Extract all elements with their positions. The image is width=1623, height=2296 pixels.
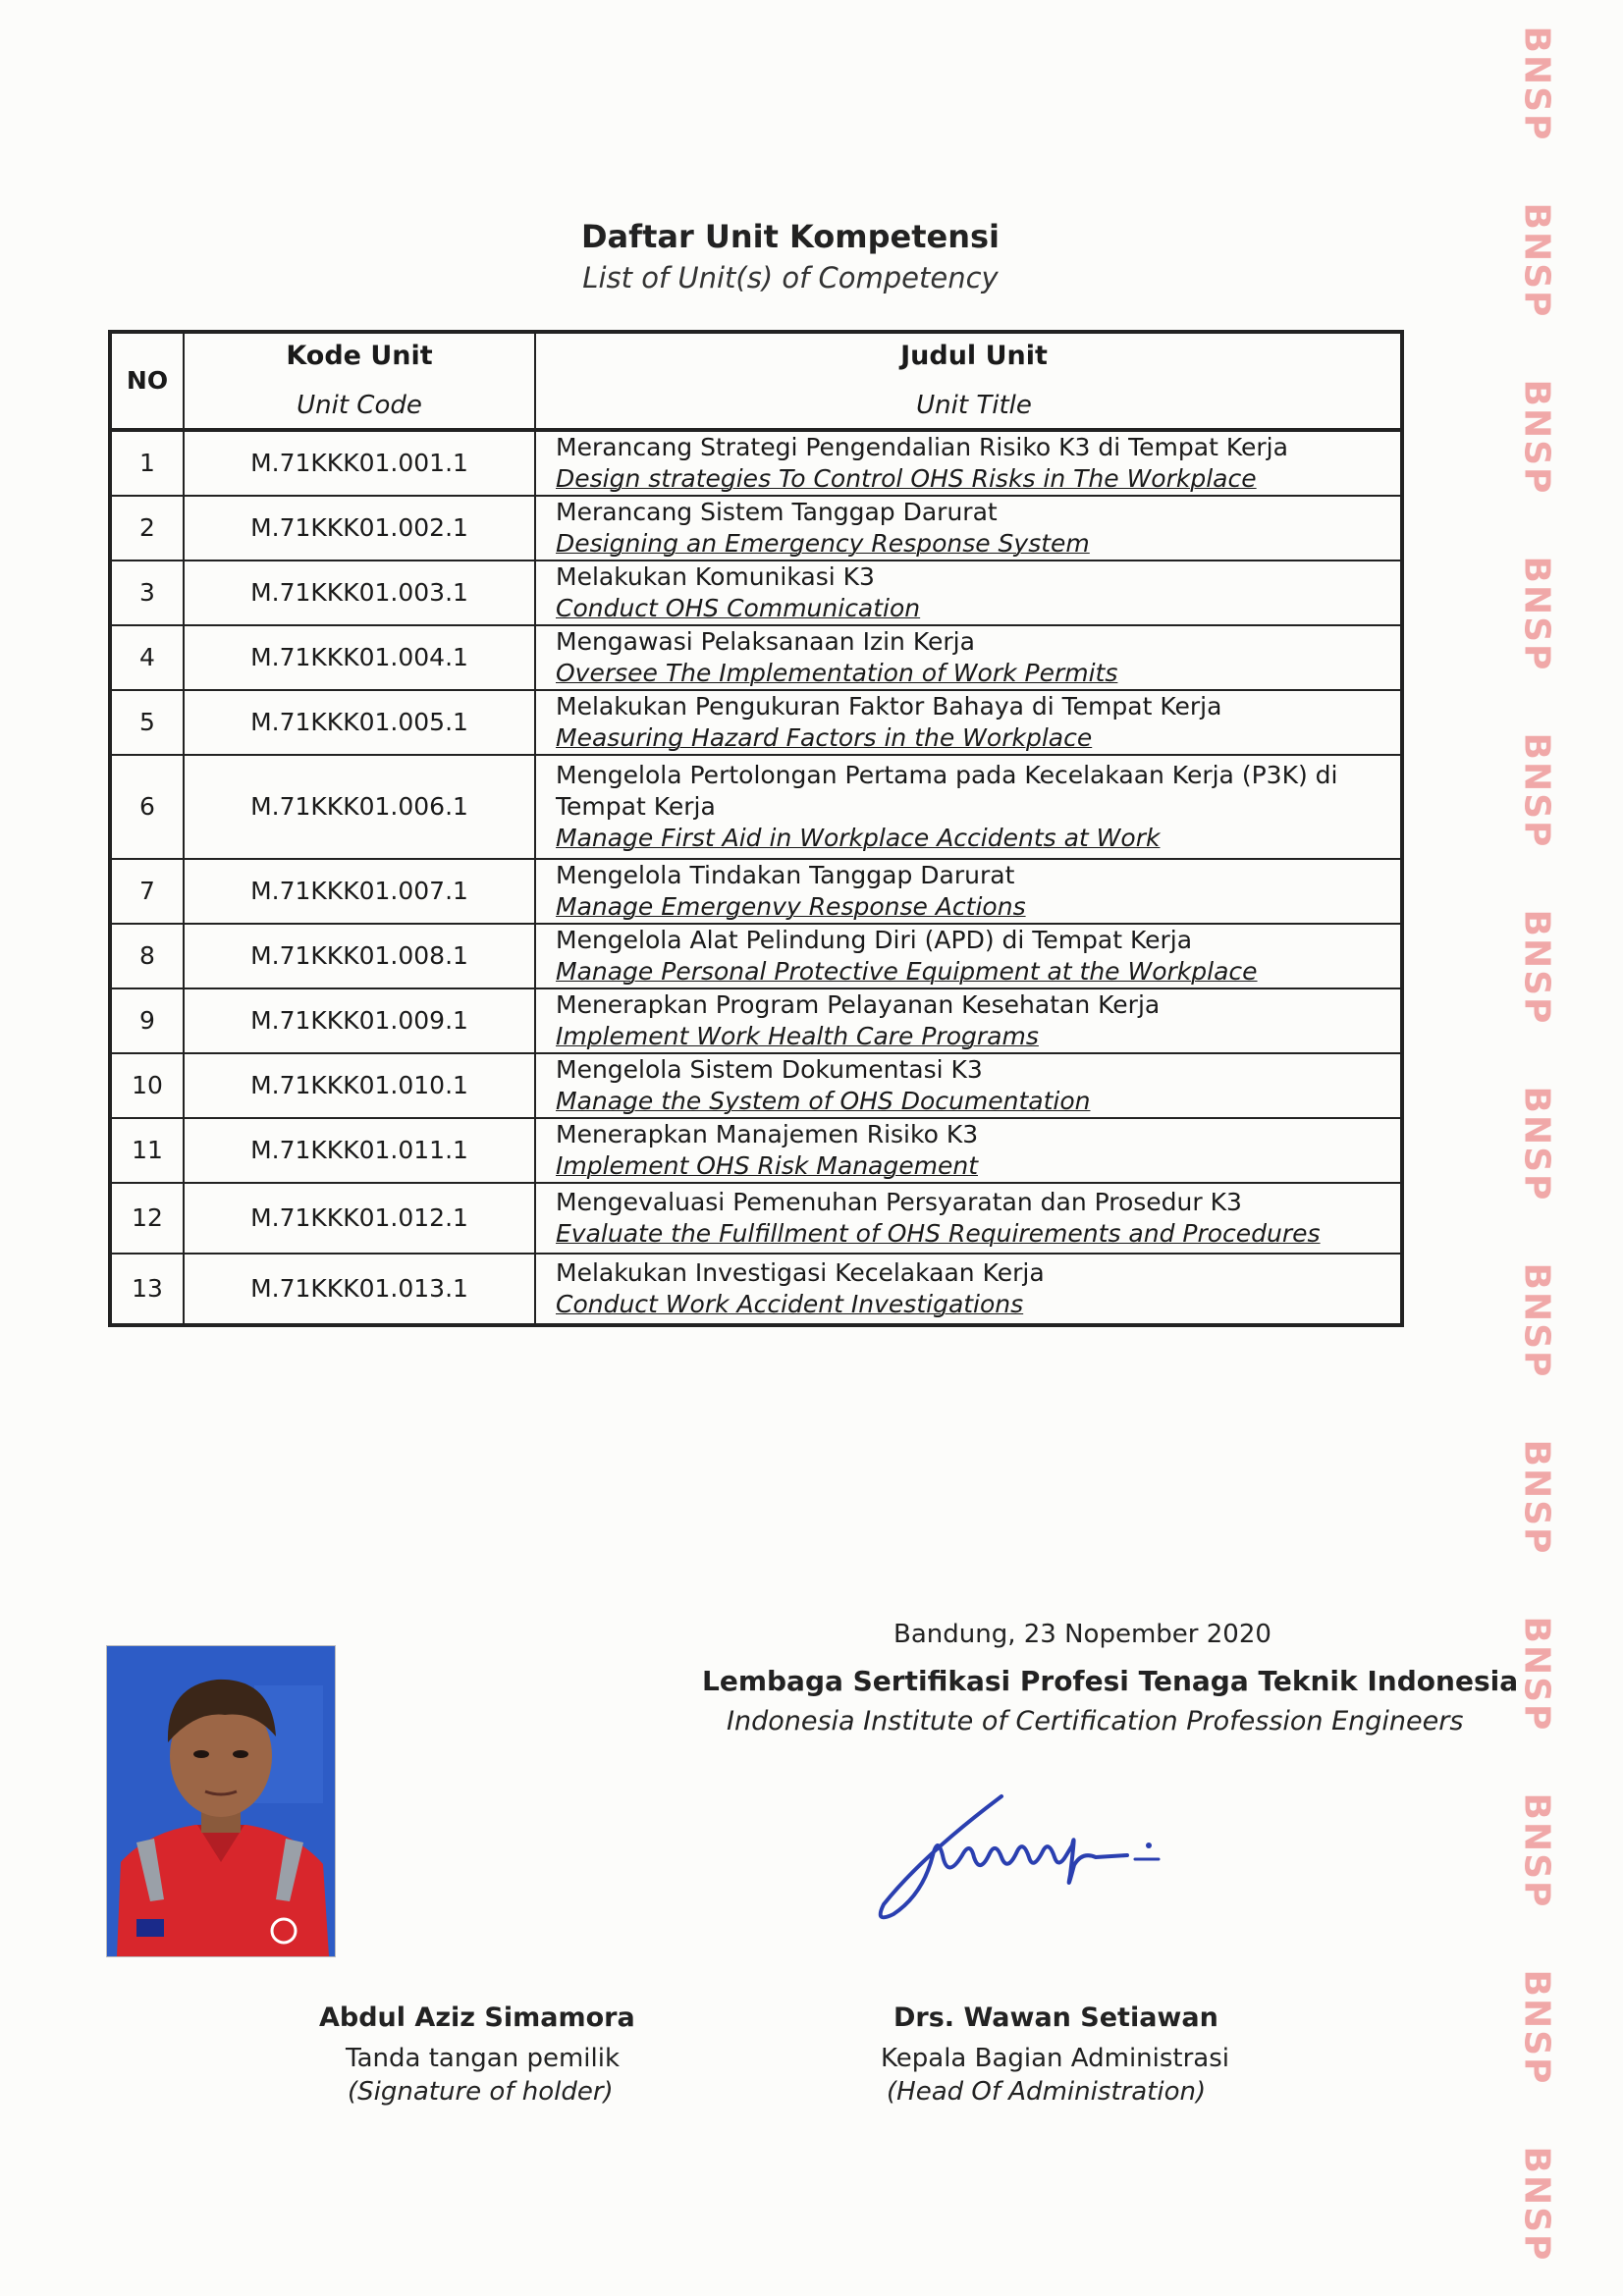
watermark-text xyxy=(1502,556,1571,671)
unit-title-en: Manage Emergenvy Response Actions xyxy=(556,892,1026,921)
unit-title-id: Mengelola Sistem Dokumentasi K3 xyxy=(556,1055,983,1084)
watermark-text xyxy=(1502,1792,1571,1908)
table-row xyxy=(110,690,1402,755)
header-title-label: Judul Unit xyxy=(900,341,1048,371)
cell-unit-code: M.71KKK01.011.1 xyxy=(184,1118,535,1183)
unit-title-en: Manage Personal Protective Equipment at the Workplace xyxy=(556,957,1258,986)
watermark-label: BNSP xyxy=(1516,732,1557,848)
page-subtitle: List of Unit(s) of Competency xyxy=(582,261,999,294)
cell-no: 1 xyxy=(110,430,184,496)
cell-unit-title xyxy=(535,496,1402,561)
header-title xyxy=(535,332,1402,430)
table-header-row xyxy=(110,332,1402,430)
watermark-text xyxy=(1502,379,1571,495)
header-title-label-en: Unit Title xyxy=(916,391,1032,420)
watermark-text xyxy=(1502,26,1571,141)
cell-unit-title xyxy=(535,859,1402,924)
cell-unit-title xyxy=(535,755,1402,859)
cell-unit-code: M.71KKK01.005.1 xyxy=(184,690,535,755)
watermark-label: BNSP xyxy=(1516,1439,1557,1555)
table-row xyxy=(110,1053,1402,1118)
cell-unit-title xyxy=(535,1118,1402,1183)
unit-title-en: Evaluate the Fulfillment of OHS Requirements and Procedures xyxy=(556,1219,1321,1248)
cell-unit-code: M.71KKK01.007.1 xyxy=(184,859,535,924)
watermark-text xyxy=(1502,1262,1571,1378)
unit-title-en: Manage First Aid in Workplace Accidents at Work xyxy=(556,824,1161,852)
watermark-label: BNSP xyxy=(1516,909,1557,1025)
official-name: Drs. Wawan Setiawan xyxy=(893,2002,1218,2033)
cell-unit-title xyxy=(535,1254,1402,1325)
unit-title-en: Manage the System of OHS Documentation xyxy=(556,1087,1091,1115)
cell-unit-title xyxy=(535,988,1402,1053)
table-row xyxy=(110,1183,1402,1254)
cell-unit-code: M.71KKK01.006.1 xyxy=(184,755,535,859)
cell-no: 3 xyxy=(110,561,184,625)
unit-title-id: Mengawasi Pelaksanaan Izin Kerja xyxy=(556,627,975,656)
cell-unit-title xyxy=(535,430,1402,496)
official-title-en: (Head Of Administration) xyxy=(887,2077,1207,2107)
unit-title-en: Conduct OHS Communication xyxy=(556,594,921,622)
cell-unit-title xyxy=(535,924,1402,988)
header-code xyxy=(184,332,535,430)
watermark-text xyxy=(1502,909,1571,1025)
official-signature xyxy=(864,1787,1217,1934)
holder-photo xyxy=(106,1645,336,1957)
unit-title-en: Oversee The Implementation of Work Permits xyxy=(556,659,1118,687)
page-title: Daftar Unit Kompetensi xyxy=(580,218,1001,255)
watermark-text xyxy=(1502,2146,1571,2262)
unit-title-en: Implement Work Health Care Programs xyxy=(556,1022,1039,1050)
institution-name-en: Indonesia Institute of Certification Profession Engineers xyxy=(727,1706,1464,1736)
table-row xyxy=(110,755,1402,859)
cell-unit-code: M.71KKK01.012.1 xyxy=(184,1183,535,1254)
cell-no: 12 xyxy=(110,1183,184,1254)
header-code-label-en: Unit Code xyxy=(297,391,422,420)
cell-unit-code: M.71KKK01.010.1 xyxy=(184,1053,535,1118)
unit-title-id: Melakukan Pengukuran Faktor Bahaya di Tempat Kerja xyxy=(556,692,1222,721)
cell-unit-title xyxy=(535,1183,1402,1254)
watermark-label: BNSP xyxy=(1516,1086,1557,1201)
cell-unit-code: M.71KKK01.002.1 xyxy=(184,496,535,561)
cell-no: 6 xyxy=(110,755,184,859)
unit-title-id: Mengevaluasi Pemenuhan Persyaratan dan Prosedur K3 xyxy=(556,1188,1242,1216)
watermark-label: BNSP xyxy=(1516,556,1557,671)
cell-unit-title xyxy=(535,561,1402,625)
watermark-label: BNSP xyxy=(1516,26,1557,141)
unit-title-id: Merancang Sistem Tanggap Darurat xyxy=(556,498,998,526)
cell-no: 10 xyxy=(110,1053,184,1118)
cell-unit-code: M.71KKK01.008.1 xyxy=(184,924,535,988)
holder-name: Abdul Aziz Simamora xyxy=(319,2002,635,2033)
cell-no: 8 xyxy=(110,924,184,988)
unit-title-id: Merancang Strategi Pengendalian Risiko K3 di Tempat Kerja xyxy=(556,433,1288,461)
cell-unit-code: M.71KKK01.003.1 xyxy=(184,561,535,625)
table-row xyxy=(110,1118,1402,1183)
header-code-label: Kode Unit xyxy=(286,341,433,371)
watermark-label: BNSP xyxy=(1516,1616,1557,1732)
cell-no: 9 xyxy=(110,988,184,1053)
bnsp-watermark-column xyxy=(1502,0,1571,2296)
table-row xyxy=(110,924,1402,988)
cell-no: 4 xyxy=(110,625,184,690)
cell-no: 2 xyxy=(110,496,184,561)
unit-title-en: Measuring Hazard Factors in the Workplace xyxy=(556,723,1093,752)
unit-title-id: Menerapkan Program Pelayanan Kesehatan Kerja xyxy=(556,990,1161,1019)
unit-title-id: Mengelola Tindakan Tanggap Darurat xyxy=(556,861,1015,889)
table-row xyxy=(110,1254,1402,1325)
table-row xyxy=(110,988,1402,1053)
cell-unit-code: M.71KKK01.009.1 xyxy=(184,988,535,1053)
watermark-label: BNSP xyxy=(1516,1969,1557,2085)
holder-signature-label-en: (Signature of holder) xyxy=(348,2077,614,2107)
watermark-label: BNSP xyxy=(1516,2146,1557,2262)
cell-unit-title xyxy=(535,690,1402,755)
watermark-text xyxy=(1502,1439,1571,1555)
cell-no: 13 xyxy=(110,1254,184,1325)
table-row xyxy=(110,859,1402,924)
cell-unit-code: M.71KKK01.004.1 xyxy=(184,625,535,690)
watermark-text xyxy=(1502,732,1571,848)
unit-title-en: Implement OHS Risk Management xyxy=(556,1151,978,1180)
unit-title-id: Mengelola Alat Pelindung Diri (APD) di Tempat Kerja xyxy=(556,926,1193,954)
cell-unit-code: M.71KKK01.013.1 xyxy=(184,1254,535,1325)
watermark-label: BNSP xyxy=(1516,202,1557,318)
table-row xyxy=(110,430,1402,496)
watermark-label: BNSP xyxy=(1516,1792,1557,1908)
competency-units-table xyxy=(108,330,1404,1327)
unit-title-en: Designing an Emergency Response System xyxy=(556,529,1090,558)
unit-title-id: Menerapkan Manajemen Risiko K3 xyxy=(556,1120,979,1148)
unit-title-id: Melakukan Komunikasi K3 xyxy=(556,562,875,591)
holder-signature-label: Tanda tangan pemilik xyxy=(346,2044,621,2073)
unit-title-id: Mengelola Pertolongan Pertama pada Kecelakaan Kerja (P3K) di Tempat Kerja xyxy=(556,761,1338,821)
cell-no: 11 xyxy=(110,1118,184,1183)
unit-title-en: Design strategies To Control OHS Risks in The Workplace xyxy=(556,464,1257,493)
institution-name: Lembaga Sertifikasi Profesi Tenaga Teknik Indonesia xyxy=(702,1665,1519,1697)
watermark-text xyxy=(1502,1086,1571,1201)
unit-title-en: Conduct Work Accident Investigations xyxy=(556,1290,1024,1318)
table-row xyxy=(110,496,1402,561)
cell-unit-title xyxy=(535,625,1402,690)
cell-no: 5 xyxy=(110,690,184,755)
official-title: Kepala Bagian Administrasi xyxy=(881,2044,1229,2073)
watermark-label: BNSP xyxy=(1516,1262,1557,1378)
watermark-label: BNSP xyxy=(1516,379,1557,495)
cell-no: 7 xyxy=(110,859,184,924)
unit-title-id: Melakukan Investigasi Kecelakaan Kerja xyxy=(556,1258,1045,1287)
cell-unit-title xyxy=(535,1053,1402,1118)
header-no: NO xyxy=(110,332,184,430)
table-row xyxy=(110,561,1402,625)
cell-unit-code: M.71KKK01.001.1 xyxy=(184,430,535,496)
table-row xyxy=(110,625,1402,690)
watermark-text xyxy=(1502,1969,1571,2085)
place-and-date: Bandung, 23 Nopember 2020 xyxy=(893,1620,1271,1649)
